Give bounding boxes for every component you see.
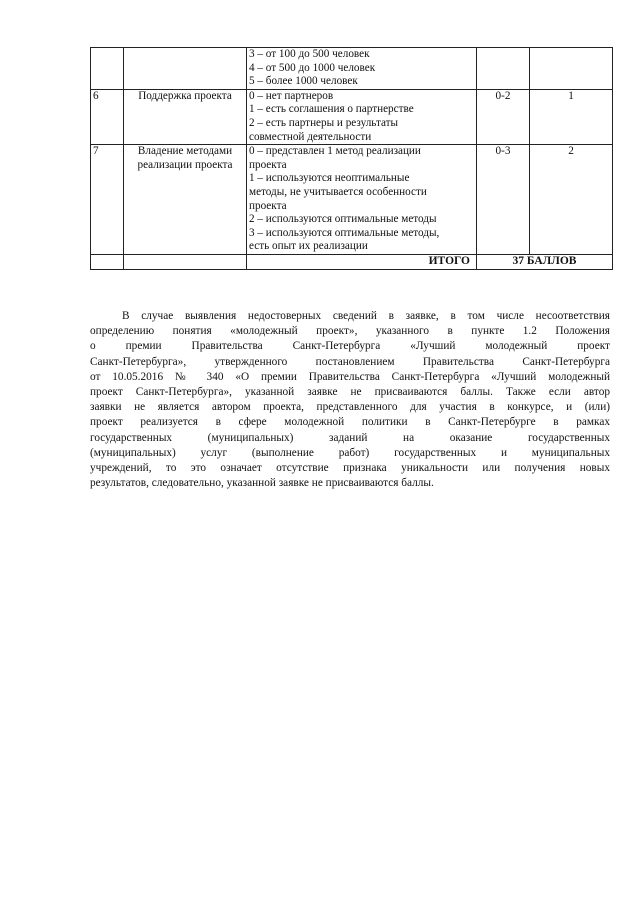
paragraph-line: результатов, следовательно, указанной заявке не присваиваются баллы.	[90, 477, 434, 490]
paragraph-line: (муниципальных) услуг (выполнение работ) государственных и муниципальных	[90, 446, 610, 459]
paragraph-line: о премии Правительства Санкт-Петербурга «Лучший молодежный проект	[90, 340, 610, 353]
criterion-description	[247, 89, 477, 144]
criterion-description	[247, 145, 477, 255]
description-line: 5 – более 1000 человек	[249, 75, 358, 88]
description-line: 2 – используются оптимальные методы	[249, 213, 437, 226]
score-value: 2	[530, 145, 613, 255]
row-number: 6	[91, 89, 124, 144]
table-row	[91, 145, 613, 255]
description-line: 0 – нет партнеров	[249, 89, 334, 102]
description-line: проекта	[249, 199, 287, 212]
row-number	[91, 48, 124, 90]
disqualification-paragraph	[90, 309, 610, 491]
criterion-description	[247, 48, 477, 90]
table-row	[91, 48, 613, 90]
paragraph-line: определению понятия «молодежный проект», указанного в пункте 1.2 Положения	[90, 325, 610, 338]
score-value	[530, 48, 613, 90]
paragraph-line: проект Санкт-Петербурга», указанной заявке не присваиваются баллы. Также если автор	[90, 386, 610, 399]
description-line: проекта	[249, 158, 287, 171]
total-value: 37 БАЛЛОВ	[477, 254, 613, 269]
paragraph-line: Санкт-Петербурга», утвержденного постановлением Правительства Санкт-Петербурга	[90, 355, 610, 368]
description-line: 3 – используются оптимальные методы,	[249, 226, 440, 239]
score-range: 0-2	[477, 89, 530, 144]
criterion-name-line: Поддержка проекта	[138, 89, 232, 102]
criterion-name-line: Владение методами	[137, 145, 233, 158]
description-line: 1 – есть соглашения о партнерстве	[249, 103, 414, 116]
criteria-table	[90, 47, 613, 270]
table-row	[91, 89, 613, 144]
description-line: 4 – от 500 до 1000 человек	[249, 61, 376, 74]
paragraph-line: заявки не является автором проекта, представленного для участия в конкурсе, и (или)	[90, 401, 610, 414]
total-row	[91, 254, 613, 269]
criterion-name	[124, 145, 247, 255]
criterion-name-line: реализации проекта	[137, 158, 233, 171]
description-line: 3 – от 100 до 500 человек	[249, 48, 370, 60]
description-line: совместной деятельности	[249, 130, 372, 143]
row-number: 7	[91, 145, 124, 255]
score-range	[477, 48, 530, 90]
score-range: 0-3	[477, 145, 530, 255]
empty-cell	[124, 254, 247, 269]
description-line: 2 – есть партнеры и результаты	[249, 116, 399, 129]
description-line: есть опыт их реализации	[249, 240, 368, 253]
criterion-name	[124, 48, 247, 90]
criterion-name	[124, 89, 247, 144]
paragraph-line: учреждений, то это означает отсутствие признака уникальности или получения новых	[90, 462, 610, 475]
total-label: ИТОГО	[247, 254, 477, 269]
paragraph-line: проект реализуется в сфере молодежной политики в Санкт-Петербурге в рамках	[90, 416, 610, 429]
paragraph-line: В случае выявления недостоверных сведений в заявке, в том числе несоответствия	[122, 310, 610, 322]
paragraph-line: государственных (муниципальных) заданий на оказание государственных	[90, 431, 610, 444]
description-line: 1 – используются неоптимальные	[249, 172, 410, 185]
description-line: методы, не учитывается особенности	[249, 185, 427, 198]
score-value: 1	[530, 89, 613, 144]
paragraph-line: от 10.05.2016 № 340 «О премии Правительства Санкт-Петербурга «Лучший молодежный	[90, 370, 610, 383]
description-line: 0 – представлен 1 метод реализации	[249, 145, 421, 158]
empty-cell	[91, 254, 124, 269]
